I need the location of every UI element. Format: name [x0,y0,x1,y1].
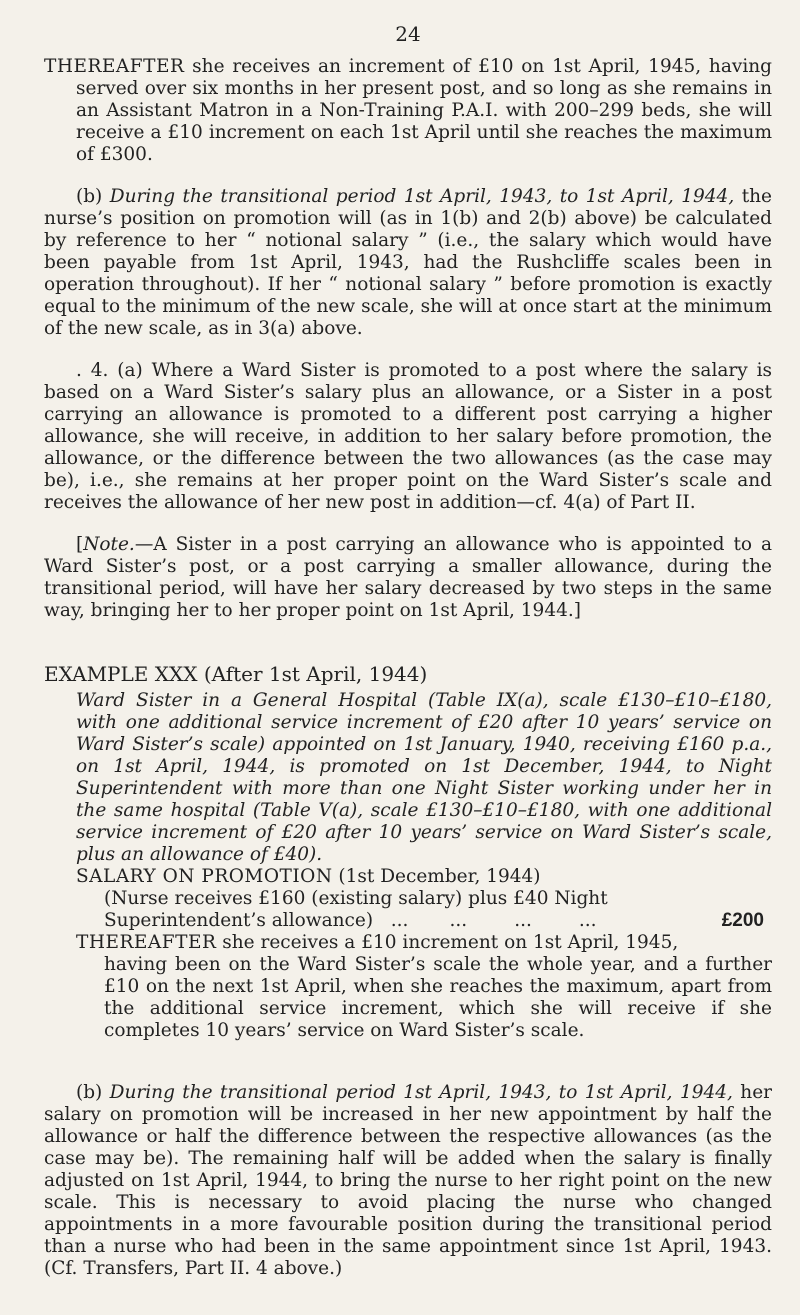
paragraph-ward-sister-promotion [44,360,772,514]
paragraph-text: she receives an increment of £10 on 1st April, 1945, having served over six months in her present post, and so long as she remains in an Assistant Matron in a Non-Training P.A.I. with 200–299 beds, she will receive a £10 increment on each 1st April until she reaches the maximum of £300. [76,56,772,165]
paragraph-transitional-promotion [44,1082,772,1280]
example-thereafter [44,932,772,1042]
example-date: (After 1st April, 1944) [197,662,428,686]
paragraph-text: . 4. (a) Where a Ward Sister is promoted to a post where the salary is based on a Ward Sister’s salary plus an allowance, or a Sister in a post carrying an allowance is promoted to a different post carrying a higher allowance, she will receive, in addition to her salary before promotion, the allowance, or the difference between the two allowances (as the case may be), i.e., she remains at her proper point on the Ward Sister’s scale and receives the allowance of her new post in addition—cf. 4(a) of Part II. [44,360,772,513]
note-label: Note. [83,534,135,555]
note-bracket: [ [76,534,84,555]
note-paragraph [44,534,772,622]
note-text: —A Sister in a post carrying an allowance who is appointed to a Ward Sister’s post, or a post carrying a smaller allowance, during the transitional period, will have her salary decreased by two steps in the same way, bringing her to her proper point on 1st April, 1944.] [44,534,772,621]
page-number: 24 [395,22,421,46]
salary-amount: £200 [721,910,764,931]
italic-phrase: During the transitional period 1st April, 1943, to 1st April, 1944, [109,1082,733,1103]
example-body [44,690,772,866]
salary-line-2-text: Superintendent’s allowance) ... ... ... ... [104,910,597,931]
lead-word: THEREAFTER [44,56,185,77]
example-heading [44,662,772,686]
thereafter-first-line: she receives a £10 increment on 1st April, 1945, [216,932,679,953]
salary-heading: SALARY ON PROMOTION [76,866,333,887]
italic-phrase: During the transitional period 1st April, 1943, to 1st April, 1944, [109,186,735,207]
paragraph-thereafter-increment [44,56,772,166]
lead-word: THEREAFTER [76,932,217,953]
thereafter-rest: having been on the Ward Sister’s scale the whole year, and a further £10 on the next 1st April, when she reaches the maximum, apart from the additional service increment, which she will receive if she completes 10 years’ service on Ward Sister’s scale. [104,954,772,1041]
salary-line-2 [76,910,772,932]
salary-on-promotion [44,866,772,932]
example-title: EXAMPLE XXX [44,662,198,686]
salary-heading-date: (1st December, 1944) [332,866,541,887]
clause-label: (b) [76,186,110,207]
example-description: Ward Sister in a General Hospital (Table IX(a), scale £130–£10–£180, with one additional service increment of £20 after 10 years’ service on Ward Sister’s scale) appointed on 1st January, 1940, receiving £160 p.a., on 1st April, 1944, is promoted on 1st December, 1944, to Night Superintendent with more than one Night Sister working under her in the same hospital (Table V(a), scale £130–£10–£180, with one additional service increment of £20 after 10 years’ service on Ward Sister’s scale, plus an allowance of £40). [76,690,772,865]
paragraph-text: her salary on promotion will be increased in her new appointment by half the allowance or half the difference between the respective allowances (as the case may be). The remaining half will be added when the salary is finally adjusted on 1st April, 1944, to bring the nurse to her right point on the new scale. This is necessary to avoid placing the nurse who changed appointments in a more favourable position during the transitional period than a nurse who had been in the same appointment since 1st April, 1943. (Cf. Transfers, Part II. 4 above.) [44,1082,772,1279]
clause-label: (b) [76,1082,110,1103]
paragraph-transitional-period [44,186,772,340]
example-block [44,662,772,1042]
salary-line-1: (Nurse receives £160 (existing salary) plus £40 Night [104,888,608,909]
paragraph-text: the nurse’s position on promotion will (as in 1(b) and 2(b) above) be calculated by reference to her “ notional salary ” (i.e., the salary which would have been payable from 1st April, 1943, had the Rushcliffe scales been in operation throughout). If her “ notional salary ” before promotion is exactly equal to the minimum of the new scale, she will at once start at the minimum of the new scale, as in 3(a) above. [44,186,772,339]
